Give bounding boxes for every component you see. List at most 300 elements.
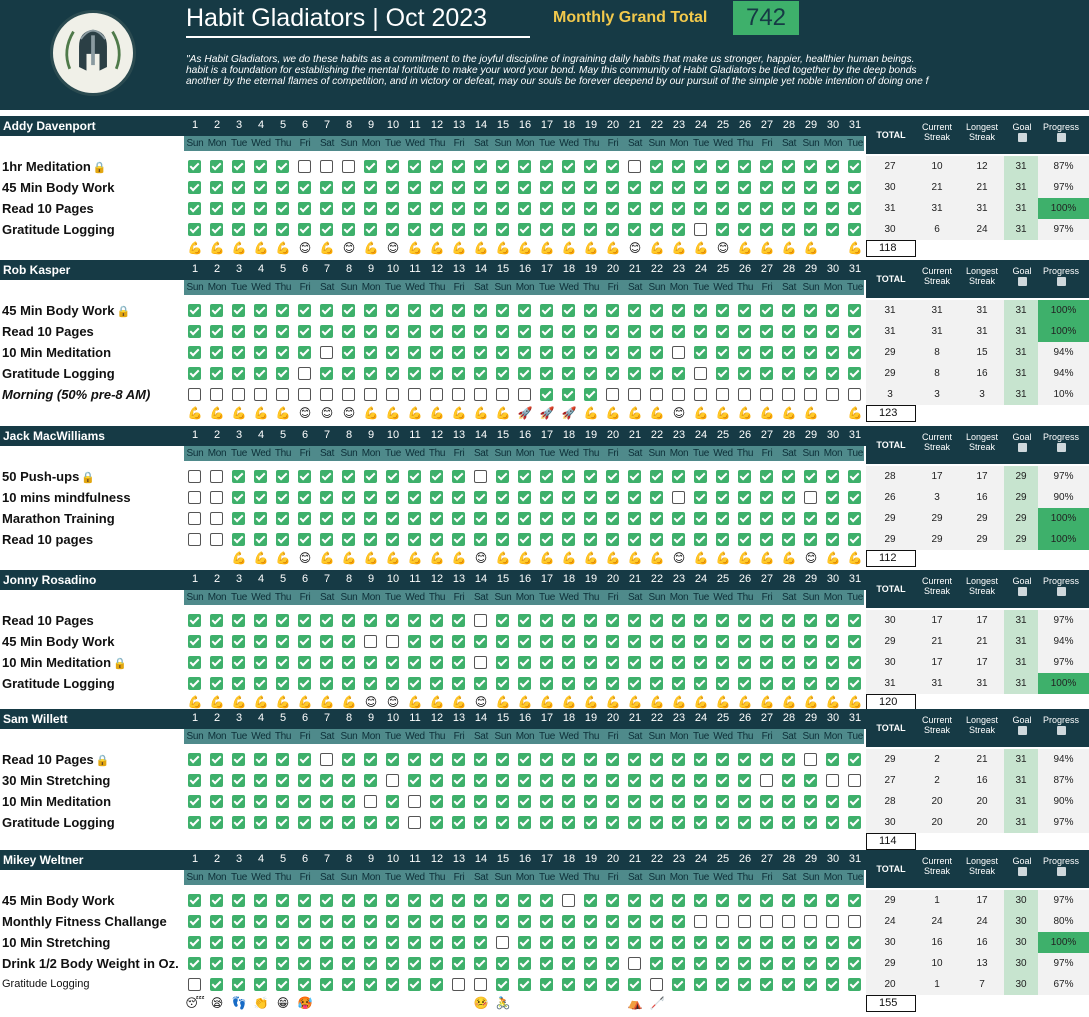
day-checkbox[interactable] [804, 388, 817, 401]
day-checkbox[interactable] [584, 614, 597, 627]
day-checkbox[interactable] [320, 656, 333, 669]
day-checkbox[interactable] [364, 223, 377, 236]
day-checkbox[interactable] [232, 656, 245, 669]
day-checkbox[interactable] [782, 894, 795, 907]
day-checkbox[interactable] [298, 635, 311, 648]
day-checkbox[interactable] [276, 635, 289, 648]
day-checkbox[interactable] [826, 774, 839, 787]
day-checkbox[interactable] [276, 160, 289, 173]
day-checkbox[interactable] [452, 656, 465, 669]
person-name[interactable]: Sam Willett [3, 712, 68, 726]
day-checkbox[interactable] [760, 367, 773, 380]
day-checkbox[interactable] [804, 202, 817, 215]
day-checkbox[interactable] [298, 304, 311, 317]
day-checkbox[interactable] [452, 753, 465, 766]
day-checkbox[interactable] [210, 533, 223, 546]
day-checkbox[interactable] [518, 388, 531, 401]
day-checkbox[interactable] [342, 795, 355, 808]
day-checkbox[interactable] [474, 915, 487, 928]
day-checkbox[interactable] [562, 894, 575, 907]
day-checkbox[interactable] [254, 470, 267, 483]
day-checkbox[interactable] [298, 533, 311, 546]
day-checkbox[interactable] [232, 915, 245, 928]
day-checkbox[interactable] [650, 533, 663, 546]
day-checkbox[interactable] [232, 512, 245, 525]
day-checkbox[interactable] [364, 635, 377, 648]
day-checkbox[interactable] [452, 816, 465, 829]
day-checkbox[interactable] [474, 795, 487, 808]
habit-name[interactable] [2, 911, 167, 932]
day-checkbox[interactable] [540, 816, 553, 829]
day-checkbox[interactable] [540, 656, 553, 669]
day-checkbox[interactable] [848, 304, 861, 317]
day-checkbox[interactable] [826, 816, 839, 829]
day-checkbox[interactable] [848, 677, 861, 690]
day-checkbox[interactable] [518, 304, 531, 317]
day-checkbox[interactable] [298, 181, 311, 194]
day-checkbox[interactable] [782, 635, 795, 648]
day-checkbox[interactable] [188, 512, 201, 525]
day-checkbox[interactable] [848, 491, 861, 504]
day-checkbox[interactable] [496, 470, 509, 483]
day-checkbox[interactable] [650, 978, 663, 991]
day-checkbox[interactable] [562, 957, 575, 970]
day-checkbox[interactable] [738, 223, 751, 236]
day-checkbox[interactable] [738, 388, 751, 401]
day-checkbox[interactable] [562, 936, 575, 949]
day-checkbox[interactable] [738, 635, 751, 648]
day-checkbox[interactable] [496, 677, 509, 690]
habit-name[interactable] [2, 529, 93, 550]
day-checkbox[interactable] [188, 753, 201, 766]
day-checkbox[interactable] [716, 325, 729, 338]
day-checkbox[interactable] [364, 894, 377, 907]
day-checkbox[interactable] [606, 533, 619, 546]
day-checkbox[interactable] [320, 677, 333, 690]
day-checkbox[interactable] [298, 957, 311, 970]
day-checkbox[interactable] [386, 223, 399, 236]
day-checkbox[interactable] [760, 223, 773, 236]
day-checkbox[interactable] [672, 388, 685, 401]
day-checkbox[interactable] [188, 614, 201, 627]
day-checkbox[interactable] [848, 388, 861, 401]
day-checkbox[interactable] [738, 304, 751, 317]
day-checkbox[interactable] [276, 181, 289, 194]
day-checkbox[interactable] [496, 614, 509, 627]
day-checkbox[interactable] [320, 795, 333, 808]
day-checkbox[interactable] [628, 346, 641, 359]
day-checkbox[interactable] [298, 512, 311, 525]
day-checkbox[interactable] [540, 491, 553, 504]
day-checkbox[interactable] [276, 304, 289, 317]
day-checkbox[interactable] [804, 512, 817, 525]
day-checkbox[interactable] [430, 181, 443, 194]
day-checkbox[interactable] [364, 957, 377, 970]
day-checkbox[interactable] [584, 677, 597, 690]
day-checkbox[interactable] [518, 223, 531, 236]
habit-name[interactable] [2, 749, 109, 770]
day-checkbox[interactable] [606, 470, 619, 483]
day-checkbox[interactable] [562, 181, 575, 194]
day-checkbox[interactable] [254, 491, 267, 504]
day-checkbox[interactable] [606, 223, 619, 236]
day-checkbox[interactable] [804, 325, 817, 338]
day-checkbox[interactable] [694, 388, 707, 401]
day-checkbox[interactable] [254, 978, 267, 991]
day-checkbox[interactable] [804, 936, 817, 949]
day-checkbox[interactable] [540, 936, 553, 949]
day-checkbox[interactable] [254, 614, 267, 627]
day-checkbox[interactable] [386, 915, 399, 928]
day-checkbox[interactable] [562, 367, 575, 380]
day-checkbox[interactable] [540, 512, 553, 525]
day-checkbox[interactable] [232, 304, 245, 317]
day-checkbox[interactable] [386, 774, 399, 787]
day-checkbox[interactable] [540, 181, 553, 194]
day-checkbox[interactable] [254, 367, 267, 380]
day-checkbox[interactable] [342, 533, 355, 546]
day-checkbox[interactable] [826, 677, 839, 690]
day-checkbox[interactable] [232, 894, 245, 907]
day-checkbox[interactable] [650, 388, 663, 401]
day-checkbox[interactable] [540, 774, 553, 787]
day-checkbox[interactable] [210, 223, 223, 236]
day-checkbox[interactable] [386, 936, 399, 949]
day-checkbox[interactable] [672, 656, 685, 669]
day-checkbox[interactable] [188, 816, 201, 829]
day-checkbox[interactable] [518, 635, 531, 648]
day-checkbox[interactable] [386, 614, 399, 627]
day-checkbox[interactable] [188, 325, 201, 338]
day-checkbox[interactable] [650, 957, 663, 970]
day-checkbox[interactable] [298, 677, 311, 690]
day-checkbox[interactable] [276, 936, 289, 949]
day-checkbox[interactable] [584, 388, 597, 401]
day-checkbox[interactable] [518, 753, 531, 766]
day-checkbox[interactable] [694, 978, 707, 991]
day-checkbox[interactable] [782, 367, 795, 380]
day-checkbox[interactable] [826, 388, 839, 401]
habit-name[interactable] [2, 219, 115, 240]
day-checkbox[interactable] [254, 915, 267, 928]
day-checkbox[interactable] [628, 388, 641, 401]
day-checkbox[interactable] [716, 512, 729, 525]
day-checkbox[interactable] [782, 470, 795, 483]
day-checkbox[interactable] [694, 181, 707, 194]
day-checkbox[interactable] [804, 677, 817, 690]
day-checkbox[interactable] [386, 635, 399, 648]
day-checkbox[interactable] [518, 894, 531, 907]
day-checkbox[interactable] [210, 160, 223, 173]
day-checkbox[interactable] [628, 677, 641, 690]
day-checkbox[interactable] [342, 202, 355, 215]
day-checkbox[interactable] [342, 957, 355, 970]
day-checkbox[interactable] [760, 795, 773, 808]
day-checkbox[interactable] [408, 181, 421, 194]
day-checkbox[interactable] [760, 491, 773, 504]
day-checkbox[interactable] [606, 160, 619, 173]
day-checkbox[interactable] [188, 774, 201, 787]
day-checkbox[interactable] [408, 957, 421, 970]
day-checkbox[interactable] [716, 223, 729, 236]
day-checkbox[interactable] [540, 325, 553, 338]
day-checkbox[interactable] [342, 936, 355, 949]
day-checkbox[interactable] [716, 774, 729, 787]
day-checkbox[interactable] [848, 978, 861, 991]
day-checkbox[interactable] [562, 795, 575, 808]
day-checkbox[interactable] [188, 894, 201, 907]
day-checkbox[interactable] [474, 774, 487, 787]
habit-name[interactable] [2, 770, 110, 791]
day-checkbox[interactable] [254, 795, 267, 808]
day-checkbox[interactable] [848, 656, 861, 669]
day-checkbox[interactable] [540, 915, 553, 928]
day-checkbox[interactable] [254, 181, 267, 194]
day-checkbox[interactable] [298, 202, 311, 215]
day-checkbox[interactable] [496, 491, 509, 504]
day-checkbox[interactable] [826, 346, 839, 359]
day-checkbox[interactable] [474, 533, 487, 546]
day-checkbox[interactable] [364, 753, 377, 766]
day-checkbox[interactable] [650, 656, 663, 669]
day-checkbox[interactable] [474, 181, 487, 194]
day-checkbox[interactable] [210, 816, 223, 829]
day-checkbox[interactable] [738, 614, 751, 627]
day-checkbox[interactable] [188, 915, 201, 928]
day-checkbox[interactable] [738, 677, 751, 690]
day-checkbox[interactable] [408, 304, 421, 317]
day-checkbox[interactable] [672, 512, 685, 525]
day-checkbox[interactable] [364, 304, 377, 317]
day-checkbox[interactable] [628, 635, 641, 648]
day-checkbox[interactable] [804, 533, 817, 546]
day-checkbox[interactable] [386, 957, 399, 970]
habit-name[interactable] [2, 508, 115, 529]
day-checkbox[interactable] [254, 346, 267, 359]
day-checkbox[interactable] [210, 635, 223, 648]
day-checkbox[interactable] [496, 512, 509, 525]
day-checkbox[interactable] [210, 957, 223, 970]
day-checkbox[interactable] [518, 915, 531, 928]
day-checkbox[interactable] [672, 346, 685, 359]
habit-name[interactable] [2, 890, 114, 911]
day-checkbox[interactable] [408, 774, 421, 787]
day-checkbox[interactable] [254, 677, 267, 690]
day-checkbox[interactable] [672, 614, 685, 627]
day-checkbox[interactable] [694, 936, 707, 949]
day-checkbox[interactable] [694, 325, 707, 338]
day-checkbox[interactable] [584, 181, 597, 194]
day-checkbox[interactable] [430, 656, 443, 669]
day-checkbox[interactable] [232, 677, 245, 690]
day-checkbox[interactable] [430, 491, 443, 504]
day-checkbox[interactable] [672, 894, 685, 907]
day-checkbox[interactable] [606, 635, 619, 648]
day-checkbox[interactable] [430, 304, 443, 317]
day-checkbox[interactable] [474, 346, 487, 359]
day-checkbox[interactable] [672, 753, 685, 766]
day-checkbox[interactable] [782, 388, 795, 401]
day-checkbox[interactable] [606, 753, 619, 766]
day-checkbox[interactable] [188, 304, 201, 317]
day-checkbox[interactable] [496, 915, 509, 928]
day-checkbox[interactable] [430, 346, 443, 359]
day-checkbox[interactable] [760, 915, 773, 928]
day-checkbox[interactable] [408, 635, 421, 648]
day-checkbox[interactable] [804, 367, 817, 380]
day-checkbox[interactable] [254, 325, 267, 338]
habit-name[interactable] [2, 300, 130, 321]
day-checkbox[interactable] [364, 491, 377, 504]
day-checkbox[interactable] [452, 533, 465, 546]
day-checkbox[interactable] [650, 325, 663, 338]
day-checkbox[interactable] [430, 795, 443, 808]
day-checkbox[interactable] [188, 388, 201, 401]
day-checkbox[interactable] [826, 614, 839, 627]
day-checkbox[interactable] [364, 774, 377, 787]
day-checkbox[interactable] [430, 957, 443, 970]
day-checkbox[interactable] [474, 202, 487, 215]
day-checkbox[interactable] [496, 533, 509, 546]
day-checkbox[interactable] [694, 223, 707, 236]
day-checkbox[interactable] [606, 915, 619, 928]
day-checkbox[interactable] [562, 816, 575, 829]
day-checkbox[interactable] [452, 894, 465, 907]
day-checkbox[interactable] [364, 388, 377, 401]
day-checkbox[interactable] [738, 656, 751, 669]
day-checkbox[interactable] [496, 957, 509, 970]
day-checkbox[interactable] [518, 512, 531, 525]
day-checkbox[interactable] [650, 160, 663, 173]
day-checkbox[interactable] [804, 656, 817, 669]
day-checkbox[interactable] [320, 512, 333, 525]
day-checkbox[interactable] [848, 512, 861, 525]
day-checkbox[interactable] [232, 181, 245, 194]
day-checkbox[interactable] [232, 753, 245, 766]
day-checkbox[interactable] [474, 367, 487, 380]
day-checkbox[interactable] [826, 533, 839, 546]
day-checkbox[interactable] [562, 202, 575, 215]
day-checkbox[interactable] [474, 978, 487, 991]
day-checkbox[interactable] [716, 160, 729, 173]
day-checkbox[interactable] [760, 614, 773, 627]
day-checkbox[interactable] [738, 753, 751, 766]
day-checkbox[interactable] [518, 816, 531, 829]
day-checkbox[interactable] [716, 957, 729, 970]
day-checkbox[interactable] [276, 677, 289, 690]
day-checkbox[interactable] [826, 470, 839, 483]
day-checkbox[interactable] [452, 202, 465, 215]
day-checkbox[interactable] [584, 470, 597, 483]
day-checkbox[interactable] [496, 936, 509, 949]
day-checkbox[interactable] [782, 915, 795, 928]
day-checkbox[interactable] [540, 367, 553, 380]
day-checkbox[interactable] [760, 656, 773, 669]
day-checkbox[interactable] [738, 915, 751, 928]
day-checkbox[interactable] [276, 978, 289, 991]
day-checkbox[interactable] [562, 753, 575, 766]
day-checkbox[interactable] [540, 614, 553, 627]
habit-name[interactable] [2, 487, 131, 508]
day-checkbox[interactable] [298, 753, 311, 766]
day-checkbox[interactable] [540, 202, 553, 215]
day-checkbox[interactable] [694, 491, 707, 504]
day-checkbox[interactable] [408, 346, 421, 359]
day-checkbox[interactable] [628, 978, 641, 991]
day-checkbox[interactable] [386, 978, 399, 991]
day-checkbox[interactable] [232, 491, 245, 504]
day-checkbox[interactable] [496, 325, 509, 338]
day-checkbox[interactable] [298, 656, 311, 669]
day-checkbox[interactable] [606, 614, 619, 627]
day-checkbox[interactable] [606, 202, 619, 215]
day-checkbox[interactable] [276, 325, 289, 338]
day-checkbox[interactable] [628, 894, 641, 907]
day-checkbox[interactable] [584, 202, 597, 215]
day-checkbox[interactable] [826, 795, 839, 808]
day-checkbox[interactable] [232, 202, 245, 215]
day-checkbox[interactable] [782, 656, 795, 669]
day-checkbox[interactable] [782, 346, 795, 359]
day-checkbox[interactable] [430, 325, 443, 338]
day-checkbox[interactable] [628, 325, 641, 338]
day-checkbox[interactable] [364, 181, 377, 194]
day-checkbox[interactable] [760, 894, 773, 907]
day-checkbox[interactable] [716, 614, 729, 627]
day-checkbox[interactable] [628, 614, 641, 627]
day-checkbox[interactable] [584, 816, 597, 829]
day-checkbox[interactable] [782, 223, 795, 236]
day-checkbox[interactable] [210, 894, 223, 907]
day-checkbox[interactable] [826, 915, 839, 928]
day-checkbox[interactable] [474, 677, 487, 690]
day-checkbox[interactable] [628, 160, 641, 173]
day-checkbox[interactable] [826, 656, 839, 669]
habit-name[interactable] [2, 466, 95, 487]
day-checkbox[interactable] [672, 774, 685, 787]
day-checkbox[interactable] [232, 614, 245, 627]
day-checkbox[interactable] [826, 978, 839, 991]
day-checkbox[interactable] [716, 470, 729, 483]
day-checkbox[interactable] [826, 367, 839, 380]
day-checkbox[interactable] [606, 957, 619, 970]
day-checkbox[interactable] [650, 816, 663, 829]
day-checkbox[interactable] [386, 491, 399, 504]
day-checkbox[interactable] [672, 957, 685, 970]
day-checkbox[interactable] [430, 677, 443, 690]
day-checkbox[interactable] [342, 491, 355, 504]
day-checkbox[interactable] [628, 795, 641, 808]
day-checkbox[interactable] [804, 304, 817, 317]
day-checkbox[interactable] [386, 325, 399, 338]
day-checkbox[interactable] [518, 656, 531, 669]
day-checkbox[interactable] [408, 470, 421, 483]
habit-name[interactable] [2, 156, 107, 177]
day-checkbox[interactable] [210, 491, 223, 504]
day-checkbox[interactable] [584, 512, 597, 525]
day-checkbox[interactable] [474, 325, 487, 338]
day-checkbox[interactable] [650, 470, 663, 483]
day-checkbox[interactable] [782, 774, 795, 787]
day-checkbox[interactable] [276, 753, 289, 766]
day-checkbox[interactable] [320, 304, 333, 317]
day-checkbox[interactable] [738, 202, 751, 215]
day-checkbox[interactable] [496, 367, 509, 380]
day-checkbox[interactable] [782, 533, 795, 546]
day-checkbox[interactable] [386, 816, 399, 829]
day-checkbox[interactable] [320, 367, 333, 380]
day-checkbox[interactable] [760, 512, 773, 525]
